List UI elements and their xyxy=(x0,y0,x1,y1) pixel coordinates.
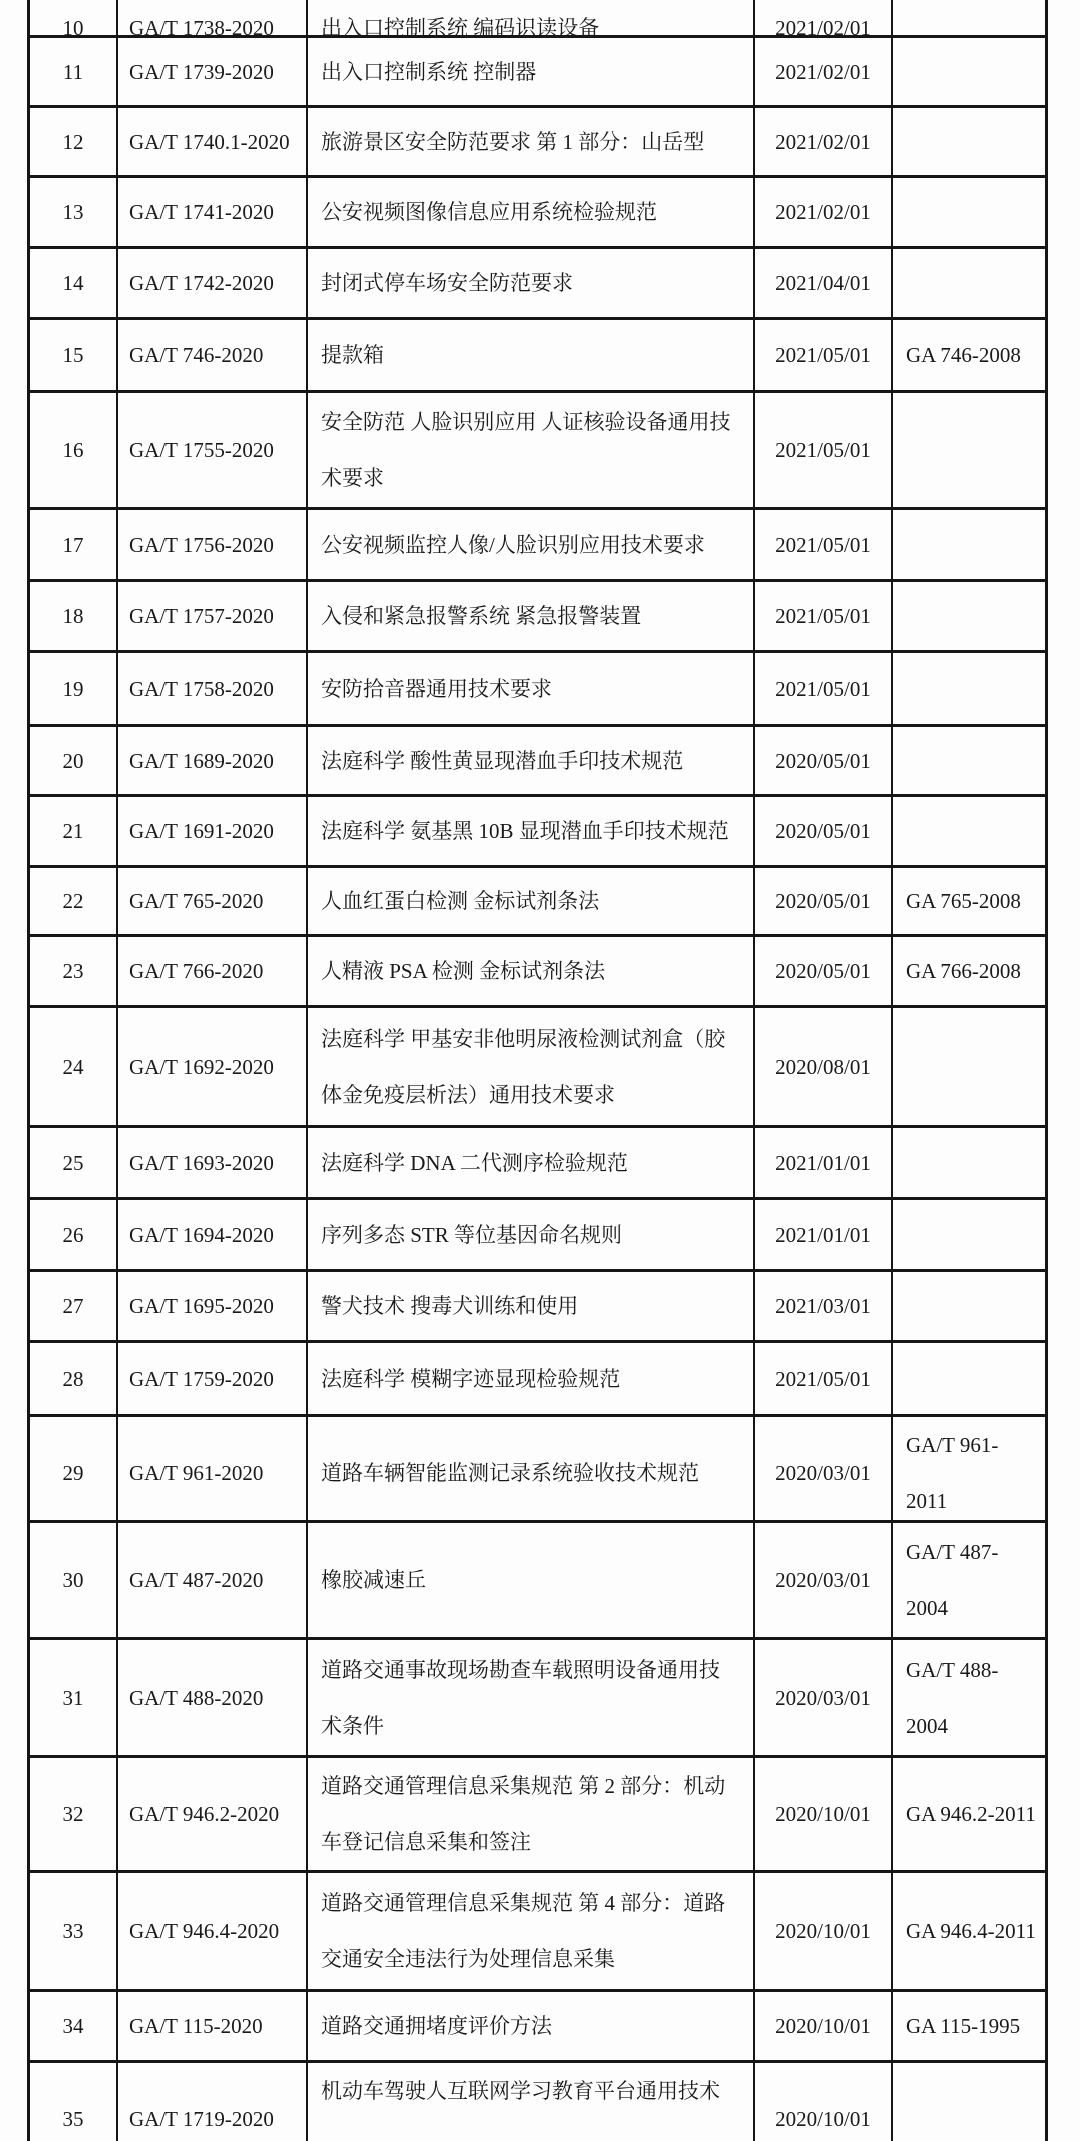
text-line: 橡胶减速丘 xyxy=(321,1568,426,1592)
text-line: 提款箱 xyxy=(321,343,384,367)
text-line: 29 xyxy=(62,1461,84,1485)
replaced-standard-cell xyxy=(893,1640,1045,1755)
row-number-cell xyxy=(30,1200,118,1269)
text-line: 2021/02/01 xyxy=(775,129,871,154)
text-line: GA/T 487-2020 xyxy=(129,1568,264,1592)
text-line: 2021/05/01 xyxy=(775,438,871,462)
implementation-date-cell xyxy=(755,393,893,507)
implementation-date-cell xyxy=(755,653,893,724)
text-line: 法庭科学 DNA 二代测序检验规范 xyxy=(321,1150,628,1175)
text-line: GA/T 1756-2020 xyxy=(129,532,274,557)
implementation-date-cell xyxy=(755,320,893,390)
standard-name-cell xyxy=(308,582,755,650)
text-line: GA/T 487- xyxy=(906,1540,999,1564)
text-line: 2021/02/01 xyxy=(775,200,871,224)
text-line: 警犬技术 搜毒犬训练和使用 xyxy=(321,1294,579,1318)
standard-name-cell xyxy=(308,108,755,175)
text-line: GA/T 488- xyxy=(906,1657,999,1682)
standard-number-cell xyxy=(118,653,308,724)
text-line: 15 xyxy=(62,343,84,367)
implementation-date-cell xyxy=(755,1008,893,1125)
table-row xyxy=(30,582,1045,653)
standard-number-cell xyxy=(118,797,308,865)
standard-name-cell xyxy=(308,1008,755,1125)
standard-number-cell xyxy=(118,108,308,175)
text-line: 体金免疫层析法）通用技术要求 xyxy=(321,1082,615,1107)
text-line: GA 766-2008 xyxy=(906,959,1021,983)
text-line: 封闭式停车场安全防范要求 xyxy=(321,271,573,295)
table-row xyxy=(30,1200,1045,1272)
text-line: 交通安全违法行为处理信息采集 xyxy=(321,1947,615,1971)
table-row xyxy=(30,797,1045,868)
table-row xyxy=(30,937,1045,1008)
implementation-date-cell xyxy=(755,1758,893,1870)
row-number-cell xyxy=(30,510,118,579)
table-row xyxy=(30,1128,1045,1200)
standard-number-cell xyxy=(118,1992,308,2060)
text-line: GA/T 1742-2020 xyxy=(129,271,274,295)
replaced-standard-cell xyxy=(893,582,1045,650)
text-line: GA/T 1739-2020 xyxy=(129,59,274,84)
implementation-date-cell xyxy=(755,510,893,579)
text-line: 法庭科学 酸性黄显现潜血手印技术规范 xyxy=(321,748,684,773)
text-line: GA/T 488-2020 xyxy=(129,1685,264,1710)
text-line: 30 xyxy=(62,1568,84,1592)
standard-name-cell xyxy=(308,249,755,317)
table-row xyxy=(30,1758,1045,1873)
text-line: GA/T 1757-2020 xyxy=(129,604,274,628)
text-line: GA/T 961- xyxy=(906,1433,999,1457)
implementation-date-cell xyxy=(755,727,893,794)
table-row xyxy=(30,1417,1045,1523)
text-line: 28 xyxy=(62,1366,84,1391)
standard-name-cell xyxy=(308,1523,755,1637)
standard-name-cell xyxy=(308,797,755,865)
standard-number-cell xyxy=(118,320,308,390)
replaced-standard-cell xyxy=(893,937,1045,1005)
row-number-cell xyxy=(30,797,118,865)
standard-number-cell xyxy=(118,1873,308,1989)
text-line: 2021/01/01 xyxy=(775,1150,871,1175)
text-line: GA 946.2-2011 xyxy=(906,1802,1036,1826)
text-line: 道路交通管理信息采集规范 第 4 部分：道路 xyxy=(321,1891,726,1915)
text-line: GA/T 946.4-2020 xyxy=(129,1919,280,1943)
table-row xyxy=(30,1873,1045,1992)
row-number-cell xyxy=(30,1272,118,1340)
standard-number-cell xyxy=(118,937,308,1005)
replaced-standard-cell xyxy=(893,1128,1045,1197)
standard-name-cell xyxy=(308,1873,755,1989)
text-line: 入侵和紧急报警系统 紧急报警装置 xyxy=(321,604,642,628)
text-line: 道路交通事故现场勘查车载照明设备通用技 xyxy=(321,1657,720,1682)
standard-name-cell xyxy=(308,178,755,246)
replaced-standard-cell xyxy=(893,38,1045,105)
standard-number-cell xyxy=(118,868,308,934)
replaced-standard-cell xyxy=(893,320,1045,390)
replaced-standard-cell xyxy=(893,2063,1045,2141)
text-line: 法庭科学 甲基安非他明尿液检测试剂盒（胶 xyxy=(321,1026,726,1051)
text-line: 2020/05/01 xyxy=(775,889,871,913)
text-line: 2021/05/01 xyxy=(775,532,871,557)
text-line: 2021/05/01 xyxy=(775,604,871,628)
table-row xyxy=(30,393,1045,510)
standard-name-cell xyxy=(308,1128,755,1197)
text-line: 2020/10/01 xyxy=(775,1802,871,1826)
implementation-date-cell xyxy=(755,2063,893,2141)
text-line: 16 xyxy=(62,438,84,462)
row-number-cell xyxy=(30,1128,118,1197)
replaced-standard-cell xyxy=(893,1523,1045,1637)
table-row xyxy=(30,1992,1045,2063)
text-line: 2011 xyxy=(906,1489,948,1513)
text-line: GA/T 1759-2020 xyxy=(129,1366,274,1391)
standard-number-cell xyxy=(118,2063,308,2141)
text-line: 23 xyxy=(62,959,84,983)
standard-name-cell xyxy=(308,868,755,934)
text-line: 安防拾音器通用技术要求 xyxy=(321,676,552,701)
text-line: 13 xyxy=(62,200,84,224)
text-line: 20 xyxy=(62,748,84,773)
text-line: 2020/08/01 xyxy=(775,1054,871,1079)
table-row xyxy=(30,320,1045,393)
text-line: 31 xyxy=(62,1685,84,1710)
text-line: 公安视频图像信息应用系统检验规范 xyxy=(321,200,657,224)
text-line: 2020/03/01 xyxy=(775,1568,871,1592)
standard-name-cell xyxy=(308,1992,755,2060)
text-line: GA/T 1693-2020 xyxy=(129,1150,274,1175)
text-line: GA/T 746-2020 xyxy=(129,343,264,367)
row-number-cell xyxy=(30,1523,118,1637)
row-number-cell xyxy=(30,2063,118,2141)
standard-number-cell xyxy=(118,1758,308,1870)
replaced-standard-cell xyxy=(893,1417,1045,1529)
text-line: 21 xyxy=(62,819,84,843)
table-row xyxy=(30,1008,1045,1128)
implementation-date-cell xyxy=(755,868,893,934)
text-line: GA/T 1692-2020 xyxy=(129,1054,274,1079)
row-number-cell xyxy=(30,1008,118,1125)
standard-name-cell xyxy=(308,2063,755,2141)
standard-name-cell xyxy=(308,1343,755,1414)
implementation-date-cell xyxy=(755,108,893,175)
implementation-date-cell xyxy=(755,1873,893,1989)
replaced-standard-cell xyxy=(893,1873,1045,1989)
standard-number-cell xyxy=(118,1343,308,1414)
standard-name-cell xyxy=(308,653,755,724)
table-row xyxy=(30,1343,1045,1417)
table-row xyxy=(30,868,1045,937)
standard-number-cell xyxy=(118,510,308,579)
standards-table xyxy=(27,0,1048,2141)
text-line: 24 xyxy=(62,1054,84,1079)
row-number-cell xyxy=(30,108,118,175)
standard-name-cell xyxy=(308,1200,755,1269)
replaced-standard-cell xyxy=(893,1758,1045,1870)
text-line: 2020/05/01 xyxy=(775,819,871,843)
table-row xyxy=(30,1272,1045,1343)
table-row xyxy=(30,178,1045,249)
row-number-cell xyxy=(30,320,118,390)
implementation-date-cell xyxy=(755,582,893,650)
standard-name-cell xyxy=(308,1272,755,1340)
text-line: 34 xyxy=(62,2014,84,2038)
text-line: 2020/03/01 xyxy=(775,1461,871,1485)
text-line: 道路车辆智能监测记录系统验收技术规范 xyxy=(321,1461,699,1485)
table-row xyxy=(30,38,1045,108)
standard-number-cell xyxy=(118,727,308,794)
text-line: 17 xyxy=(62,532,84,557)
row-number-cell xyxy=(30,653,118,724)
table-row xyxy=(30,2063,1045,2141)
text-line: GA/T 115-2020 xyxy=(129,2014,263,2038)
table-row xyxy=(30,108,1045,178)
text-line: 2020/05/01 xyxy=(775,959,871,983)
text-line: GA/T 1758-2020 xyxy=(129,676,274,701)
text-line: GA/T 1694-2020 xyxy=(129,1222,274,1247)
standard-number-cell xyxy=(118,249,308,317)
text-line: GA 746-2008 xyxy=(906,343,1021,367)
row-number-cell xyxy=(30,727,118,794)
replaced-standard-cell xyxy=(893,868,1045,934)
replaced-standard-cell xyxy=(893,1008,1045,1125)
text-line: GA/T 1689-2020 xyxy=(129,748,274,773)
text-line: 安全防范 人脸识别应用 人证核验设备通用技 xyxy=(321,410,731,434)
text-line: 19 xyxy=(62,676,84,701)
text-line: 26 xyxy=(62,1222,84,1247)
replaced-standard-cell xyxy=(893,653,1045,724)
row-number-cell xyxy=(30,1758,118,1870)
text-line: 公安视频监控人像/人脸识别应用技术要求 xyxy=(321,532,705,557)
text-line: 2020/10/01 xyxy=(775,2107,871,2131)
row-number-cell xyxy=(30,1992,118,2060)
text-line: GA 946.4-2011 xyxy=(906,1919,1036,1943)
text-line: 18 xyxy=(62,604,84,628)
text-line: 法庭科学 模糊字迹显现检验规范 xyxy=(321,1366,621,1391)
implementation-date-cell xyxy=(755,38,893,105)
text-line xyxy=(321,2119,753,2141)
text-line: 12 xyxy=(62,129,84,154)
standard-name-cell xyxy=(308,393,755,507)
implementation-date-cell xyxy=(755,1128,893,1197)
text-line: 2004 xyxy=(906,1596,948,1620)
text-line: 人精液 PSA 检测 金标试剂条法 xyxy=(321,959,606,983)
standard-number-cell xyxy=(118,38,308,105)
implementation-date-cell xyxy=(755,1272,893,1340)
row-number-cell xyxy=(30,582,118,650)
row-number-cell xyxy=(30,1417,118,1529)
text-line: 道路交通拥堵度评价方法 xyxy=(321,2014,552,2038)
text-line: GA/T 1719-2020 xyxy=(129,2107,274,2131)
implementation-date-cell xyxy=(755,1200,893,1269)
text-line: 车登记信息采集和签注 xyxy=(321,1830,531,1854)
text-line: 2020/10/01 xyxy=(775,2014,871,2038)
text-line: 出入口控制系统 编码识读设备 xyxy=(321,16,600,40)
table-row xyxy=(30,249,1045,320)
standard-name-cell xyxy=(308,1758,755,1870)
text-line: GA/T 766-2020 xyxy=(129,959,264,983)
text-line: GA/T 961-2020 xyxy=(129,1461,264,1485)
replaced-standard-cell xyxy=(893,178,1045,246)
text-line: GA 115-1995 xyxy=(906,2014,1021,2038)
replaced-standard-cell xyxy=(893,1343,1045,1414)
implementation-date-cell xyxy=(755,249,893,317)
row-number-cell xyxy=(30,1640,118,1755)
table-row xyxy=(30,653,1045,727)
implementation-date-cell xyxy=(755,1523,893,1637)
replaced-standard-cell xyxy=(893,108,1045,175)
row-number-cell xyxy=(30,1343,118,1414)
table-row xyxy=(30,1523,1045,1640)
text-line: GA/T 946.2-2020 xyxy=(129,1802,280,1826)
text-line: 出入口控制系统 控制器 xyxy=(321,59,537,84)
text-line: 27 xyxy=(62,1294,84,1318)
text-line: 2020/03/01 xyxy=(775,1685,871,1710)
row-number-cell xyxy=(30,178,118,246)
text-line: 2004 xyxy=(906,1713,948,1738)
text-line: 术条件 xyxy=(321,1713,384,1738)
implementation-date-cell xyxy=(755,1992,893,2060)
replaced-standard-cell xyxy=(893,393,1045,507)
text-line: 2020/10/01 xyxy=(775,1919,871,1943)
implementation-date-cell xyxy=(755,937,893,1005)
text-line: GA/T 765-2020 xyxy=(129,889,264,913)
standard-number-cell xyxy=(118,1417,308,1529)
row-number-cell xyxy=(30,937,118,1005)
row-number-cell xyxy=(30,249,118,317)
standard-number-cell xyxy=(118,582,308,650)
text-line: GA 765-2008 xyxy=(906,889,1021,913)
row-number-cell xyxy=(30,868,118,934)
replaced-standard-cell xyxy=(893,1272,1045,1340)
replaced-standard-cell xyxy=(893,727,1045,794)
implementation-date-cell xyxy=(755,1343,893,1414)
text-line: 旅游景区安全防范要求 第 1 部分：山岳型 xyxy=(321,129,705,154)
text-line: 2021/02/01 xyxy=(775,16,871,40)
standard-number-cell xyxy=(118,1640,308,1755)
text-line: 25 xyxy=(62,1150,84,1175)
text-line: GA/T 1741-2020 xyxy=(129,200,274,224)
text-line: 法庭科学 氨基黑 10B 显现潜血手印技术规范 xyxy=(321,819,729,843)
text-line: 2021/05/01 xyxy=(775,676,871,701)
text-line: 2021/02/01 xyxy=(775,59,871,84)
text-line: 机动车驾驶人互联网学习教育平台通用技术 xyxy=(321,2079,720,2103)
replaced-standard-cell xyxy=(893,1992,1045,2060)
text-line: 2021/01/01 xyxy=(775,1222,871,1247)
standard-name-cell xyxy=(308,38,755,105)
text-line: 2021/05/01 xyxy=(775,343,871,367)
standard-number-cell xyxy=(118,1272,308,1340)
implementation-date-cell xyxy=(755,797,893,865)
text-line: 序列多态 STR 等位基因命名规则 xyxy=(321,1222,623,1247)
text-line: 2021/05/01 xyxy=(775,1366,871,1391)
standard-name-cell xyxy=(308,1640,755,1755)
replaced-standard-cell xyxy=(893,797,1045,865)
table-row xyxy=(30,0,1045,38)
replaced-standard-cell xyxy=(893,510,1045,579)
text-line: 2021/03/01 xyxy=(775,1294,871,1318)
text-line: 14 xyxy=(62,271,84,295)
table-row xyxy=(30,727,1045,797)
standard-number-cell xyxy=(118,393,308,507)
text-line: GA/T 1691-2020 xyxy=(129,819,274,843)
implementation-date-cell xyxy=(755,178,893,246)
row-number-cell xyxy=(30,393,118,507)
text-line: 32 xyxy=(62,1802,84,1826)
row-number-cell xyxy=(30,1873,118,1989)
text-line: 术要求 xyxy=(321,466,384,490)
text-line: 33 xyxy=(62,1919,84,1943)
text-line: 35 xyxy=(62,2107,84,2131)
replaced-standard-cell xyxy=(893,249,1045,317)
text-line: 2021/04/01 xyxy=(775,271,871,295)
implementation-date-cell xyxy=(755,1417,893,1529)
implementation-date-cell xyxy=(755,1640,893,1755)
text-line: 22 xyxy=(62,889,84,913)
standard-number-cell xyxy=(118,1128,308,1197)
table-row xyxy=(30,1640,1045,1758)
text-line: GA/T 1740.1-2020 xyxy=(129,129,290,154)
text-line: GA/T 1755-2020 xyxy=(129,438,274,462)
standard-name-cell xyxy=(308,510,755,579)
text-line: 10 xyxy=(62,16,84,40)
standard-number-cell xyxy=(118,1523,308,1637)
standard-number-cell xyxy=(118,1200,308,1269)
text-line: 2020/05/01 xyxy=(775,748,871,773)
standard-name-cell xyxy=(308,1417,755,1529)
standard-name-cell xyxy=(308,727,755,794)
standard-number-cell xyxy=(118,178,308,246)
table-row xyxy=(30,510,1045,582)
standard-name-cell xyxy=(308,320,755,390)
text-line: 道路交通管理信息采集规范 第 2 部分：机动 xyxy=(321,1774,726,1798)
text-line: GA/T 1738-2020 xyxy=(129,16,274,40)
row-number-cell xyxy=(30,38,118,105)
text-line: GA/T 1695-2020 xyxy=(129,1294,274,1318)
standard-number-cell xyxy=(118,1008,308,1125)
standard-name-cell xyxy=(308,937,755,1005)
text-line: 人血红蛋白检测 金标试剂条法 xyxy=(321,889,600,913)
text-line: 11 xyxy=(62,59,84,84)
replaced-standard-cell xyxy=(893,1200,1045,1269)
